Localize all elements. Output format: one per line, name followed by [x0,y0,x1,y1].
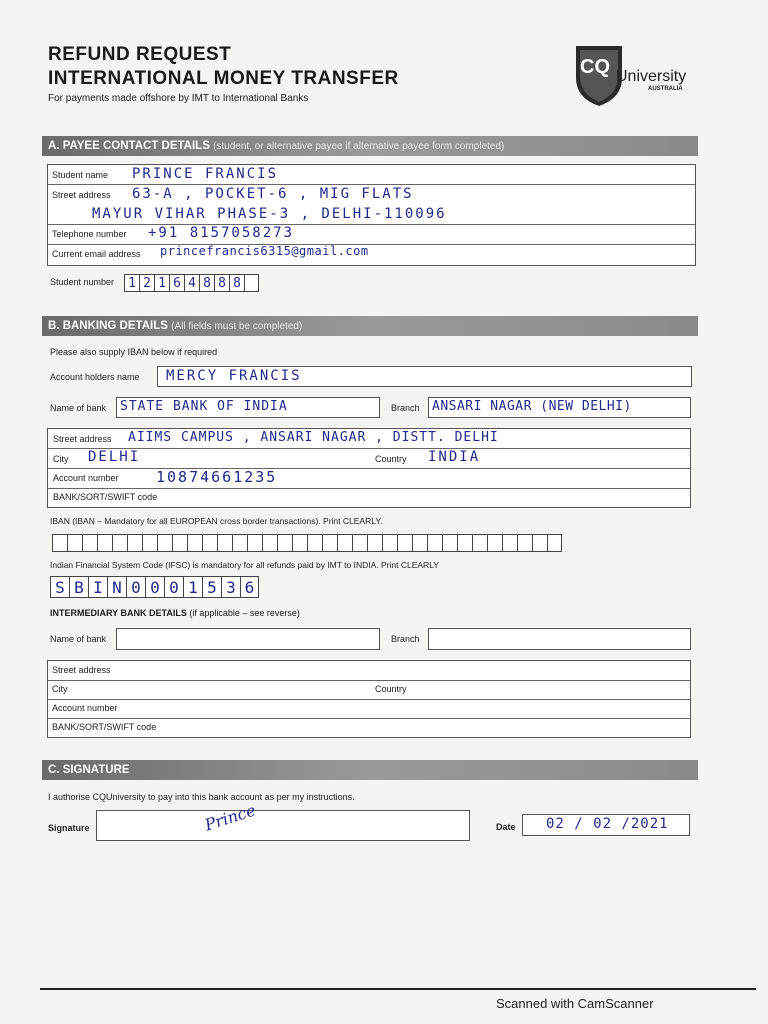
iban-cell[interactable] [322,534,337,552]
ifsc-cell[interactable]: 3 [221,576,240,598]
account-number-label: Account number [53,473,119,483]
iban-label: IBAN (IBAN – Mandatory for all EUROPEAN cross border transactions). Print CLEARLY. [50,516,383,526]
int-country-label: Country [375,684,407,694]
logo-country: AUSTRALIA [648,86,683,92]
ifsc-cell[interactable]: 0 [164,576,183,598]
ifsc-cell[interactable]: N [107,576,126,598]
iban-cell[interactable] [277,534,292,552]
ifsc-cell[interactable]: 1 [183,576,202,598]
form-subtitle: For payments made offshore by IMT to International Banks [48,93,309,104]
iban-cell[interactable] [112,534,127,552]
iban-cell[interactable] [232,534,247,552]
date-label: Date [496,822,516,832]
student-number-cell[interactable]: 4 [184,274,199,292]
int-bank-label: Name of bank [50,634,107,644]
int-city-label: City [52,684,68,694]
iban-note: Please also supply IBAN below if required [50,347,218,357]
int-account-label: Account number [52,703,118,713]
iban-cell[interactable] [52,534,67,552]
section-c-header: C. SIGNATURE [42,760,698,780]
account-holder-label: Account holders name [50,372,140,382]
int-bank-box[interactable] [116,628,380,650]
iban-cell[interactable] [472,534,487,552]
bank-country-field[interactable]: INDIA [428,449,481,465]
iban-cell[interactable] [142,534,157,552]
branch-field[interactable]: ANSARI NAGAR (NEW DELHI) [432,399,632,414]
street-address-label: Street address [52,190,111,200]
int-street-label: Street address [52,665,111,675]
iban-cell[interactable] [292,534,307,552]
authorise-text: I authorise CQUniversity to pay into this bank account as per my instructions. [48,792,355,802]
iban-cell[interactable] [262,534,277,552]
student-number-label: Student number [50,277,115,287]
street-address-field-2[interactable]: MAYUR VIHAR PHASE-3 , DELHI-110096 [92,206,447,222]
iban-cell[interactable] [187,534,202,552]
iban-cell[interactable] [367,534,382,552]
iban-cell[interactable] [502,534,517,552]
iban-cell[interactable] [172,534,187,552]
bank-name-field[interactable]: STATE BANK OF INDIA [120,399,288,414]
ifsc-label: Indian Financial System Code (IFSC) is mandatory for all refunds paid by IMT to INDIA. Print CLEARLY [50,560,439,570]
cqu-logo [574,42,704,112]
email-label: Current email address [52,249,141,259]
iban-cell[interactable] [412,534,427,552]
iban-cell[interactable] [382,534,397,552]
iban-cell[interactable] [517,534,532,552]
iban-cell[interactable] [532,534,547,552]
iban-cell[interactable] [547,534,562,552]
student-number-cells[interactable] [124,274,259,292]
logo-cq: CQ [580,56,610,78]
ifsc-cell[interactable]: S [50,576,69,598]
iban-cell[interactable] [157,534,172,552]
student-number-cell[interactable]: 1 [154,274,169,292]
bank-city-field[interactable]: DELHI [88,449,141,465]
ifsc-cell[interactable]: 6 [240,576,259,598]
ifsc-cell[interactable]: B [69,576,88,598]
iban-cell[interactable] [67,534,82,552]
iban-cells[interactable] [52,534,562,552]
form-title-2: INTERNATIONAL MONEY TRANSFER [48,68,399,89]
student-number-cell[interactable] [244,274,259,292]
scanner-watermark: Scanned with CamScanner [496,996,654,1011]
date-field[interactable]: 02 / 02 /2021 [546,816,669,832]
branch-label: Branch [391,403,420,413]
student-name-field[interactable]: PRINCE FRANCIS [132,166,279,182]
bank-name-label: Name of bank [50,403,107,413]
iban-cell[interactable] [427,534,442,552]
logo-university: University [616,68,687,85]
ifsc-cell[interactable]: 0 [145,576,164,598]
iban-cell[interactable] [337,534,352,552]
account-number-field[interactable]: 10874661235 [156,468,278,486]
student-number-cell[interactable]: 8 [214,274,229,292]
bank-street-label: Street address [53,434,112,444]
iban-cell[interactable] [307,534,322,552]
iban-cell[interactable] [247,534,262,552]
int-branch-box[interactable] [428,628,691,650]
student-number-cell[interactable]: 8 [229,274,244,292]
bottom-rule [40,988,756,990]
iban-cell[interactable] [217,534,232,552]
street-address-field-1[interactable]: 63-A , POCKET-6 , MIG FLATS [132,186,414,202]
iban-cell[interactable] [457,534,472,552]
bank-street-field[interactable]: AIIMS CAMPUS , ANSARI NAGAR , DISTT. DELHI [128,430,499,445]
swift-label: BANK/SORT/SWIFT code [53,492,158,502]
iban-cell[interactable] [127,534,142,552]
student-number-cell[interactable]: 6 [169,274,184,292]
signature-mark: Prince [202,800,258,835]
student-number-cell[interactable]: 1 [124,274,139,292]
form-title-1: REFUND REQUEST [48,44,232,65]
student-name-label: Student name [52,170,109,180]
intermediary-heading: INTERMEDIARY BANK DETAILS (if applicable – see reverse) [50,608,300,618]
iban-cell[interactable] [487,534,502,552]
student-number-cell[interactable]: 2 [139,274,154,292]
int-branch-label: Branch [391,634,420,644]
int-swift-label: BANK/SORT/SWIFT code [52,722,157,732]
ifsc-cell[interactable]: I [88,576,107,598]
ifsc-cell[interactable]: 0 [126,576,145,598]
iban-cell[interactable] [352,534,367,552]
signature-box[interactable] [96,810,470,841]
telephone-field[interactable]: +91 8157058273 [148,225,295,241]
bank-country-label: Country [375,454,407,464]
iban-cell[interactable] [442,534,457,552]
telephone-label: Telephone number [52,229,127,239]
email-field[interactable]: princefrancis6315@gmail.com [160,244,369,258]
ifsc-cells[interactable] [50,576,259,598]
iban-cell[interactable] [202,534,217,552]
iban-cell[interactable] [397,534,412,552]
iban-cell[interactable] [82,534,97,552]
ifsc-cell[interactable]: 5 [202,576,221,598]
student-number-cell[interactable]: 8 [199,274,214,292]
section-b-header: B. BANKING DETAILS (All fields must be completed) [42,316,698,336]
account-holder-field[interactable]: MERCY FRANCIS [166,368,302,384]
signature-label: Signature [48,823,90,833]
iban-cell[interactable] [97,534,112,552]
bank-city-label: City [53,454,69,464]
section-a-header: A. PAYEE CONTACT DETAILS (student, or alternative payee if alternative payee form completed) [42,136,698,156]
